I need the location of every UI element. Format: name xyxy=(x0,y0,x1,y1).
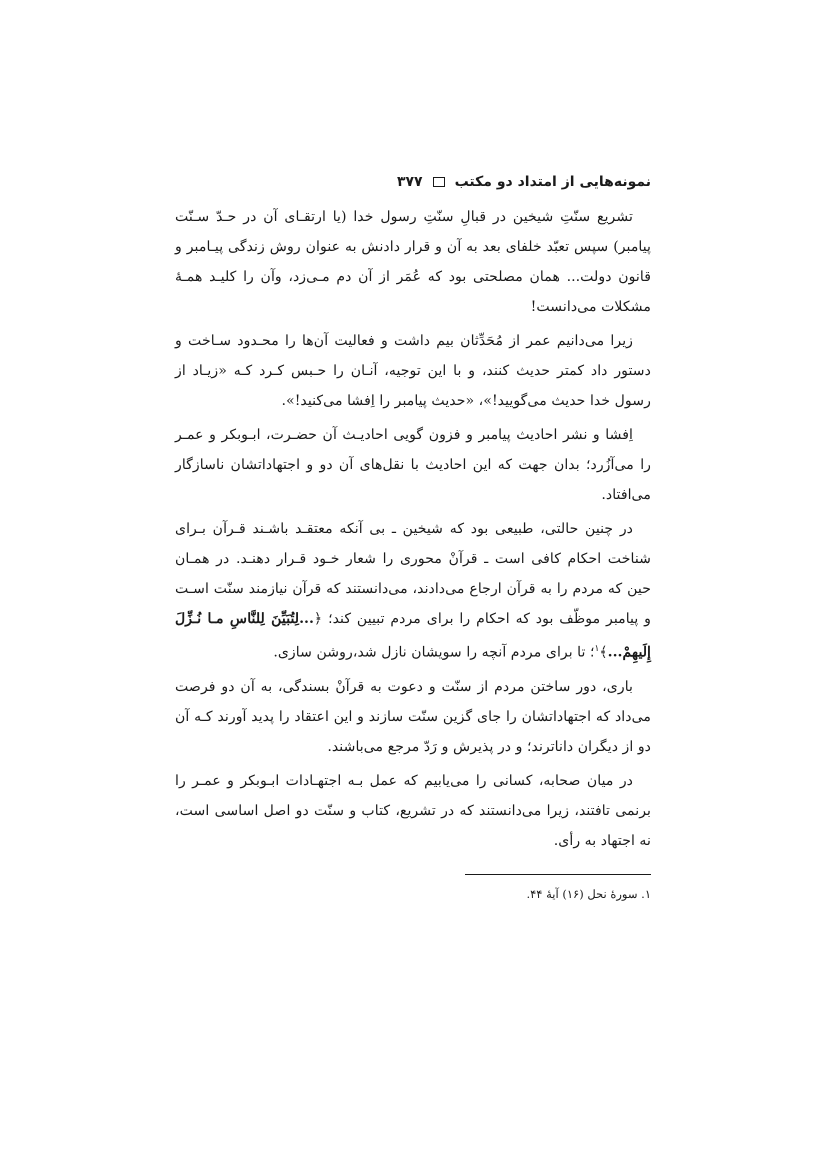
paragraph-4-text: در چنین حالتی، طبیعی بود که شیخین ـ بی آنکه معتقـد باشـند قـرآن بـرای شناخت احکام کافی است ـ قرآنْ محوری را شعار خـود قـرار دهنـد. در همـان حین که مردم را به قرآن ارجاع می‌دادند، می‌دانستند که قرآن نیازمند سنّت اسـت و پیامبر موظّف بود که احکام را برای مردم تبیین کند؛ ﴿ xyxy=(175,521,651,627)
footnote-ref[interactable]: ۱ xyxy=(594,644,600,654)
footnote-1: ۱. سورهٔ نحل (۱۶) آیهٔ ۴۴. xyxy=(526,886,651,901)
running-head-title: نمونه‌هایی از امتداد دو مکتب xyxy=(454,174,651,190)
quran-close-mark: ﴾ xyxy=(599,644,608,661)
paragraph-3: اِفشا و نشر احادیث پیامبر و فزون گویی احادیـث آن حضـرت، ابـوبکر و عمـر را می‌آزُرد؛ بدان جهت که این احادیث با نقل‌های آن دو و اجتهاداتشان ناسازگار می‌افتاد. xyxy=(175,427,651,503)
book-page xyxy=(175,168,651,903)
footnote-divider xyxy=(465,874,651,875)
running-head xyxy=(175,168,651,196)
paragraph-4-text-end: ؛ تا برای مردم آنچه را سویشان نازل شد،روشن سازی. xyxy=(273,644,595,661)
paragraph-6: در میان صحابه، کسانی را می‌یابیم که عمل بـه اجتهـادات ابـوبکر و عمـر را برنمی تافتند، زیرا می‌دانستند که در تشریع، کتاب و سنّت دو اصل اساسی است، نه اجتهاد به رأی. xyxy=(175,772,651,849)
paragraph-4 xyxy=(175,514,651,668)
paragraph-5: باری، دور ساختن مردم از سنّت و دعوت به قرآنْ بسندگی، به آن دو فرصت می‌داد که اجتهاداتشان را جای گزین سنّت سازند و این اعتقاد را پدید آورند کـه آن دو از دیگران داناترند؛ و در پذیرش و رَدّ مرجع می‌باشند. xyxy=(175,678,651,755)
paragraph-1: تشریع سنّتِ شیخین در قبالِ سنّتِ رسول خدا (یا ارتقـای آن در حـدّ سـنّت پیامبر) سپس تعبّد خلفای بعد به آن و قرار دادنش به عنوان روش زندگی پیـامبر و قانون دولت... همان مصلحتی بود که عُمَر از آن دم مـی‌زد، وآن را کلیـد همـهٔ مشکلات می‌دانست! xyxy=(175,209,651,315)
square-ornament-icon xyxy=(433,177,445,187)
quran-verse: ...لِتُبَیِّنَ لِلنَّاسِ مـا نُـزِّلَ إِلَیهِمْ... xyxy=(175,611,651,661)
page-number: ۳۷۷ xyxy=(396,174,423,190)
paragraph-2: زیرا می‌دانیم عمر از مُحَدِّثان بیم داشت و فعالیت آن‌ها را محـدود سـاخت و دستور داد کمتر حدیث کنند، و با این توجیه، آنـان را حـبس کـرد کـه «زیـاد از رسول خدا حدیث می‌گویید!»، «حدیث پیامبر را اِفشا می‌کنید!». xyxy=(175,333,651,409)
